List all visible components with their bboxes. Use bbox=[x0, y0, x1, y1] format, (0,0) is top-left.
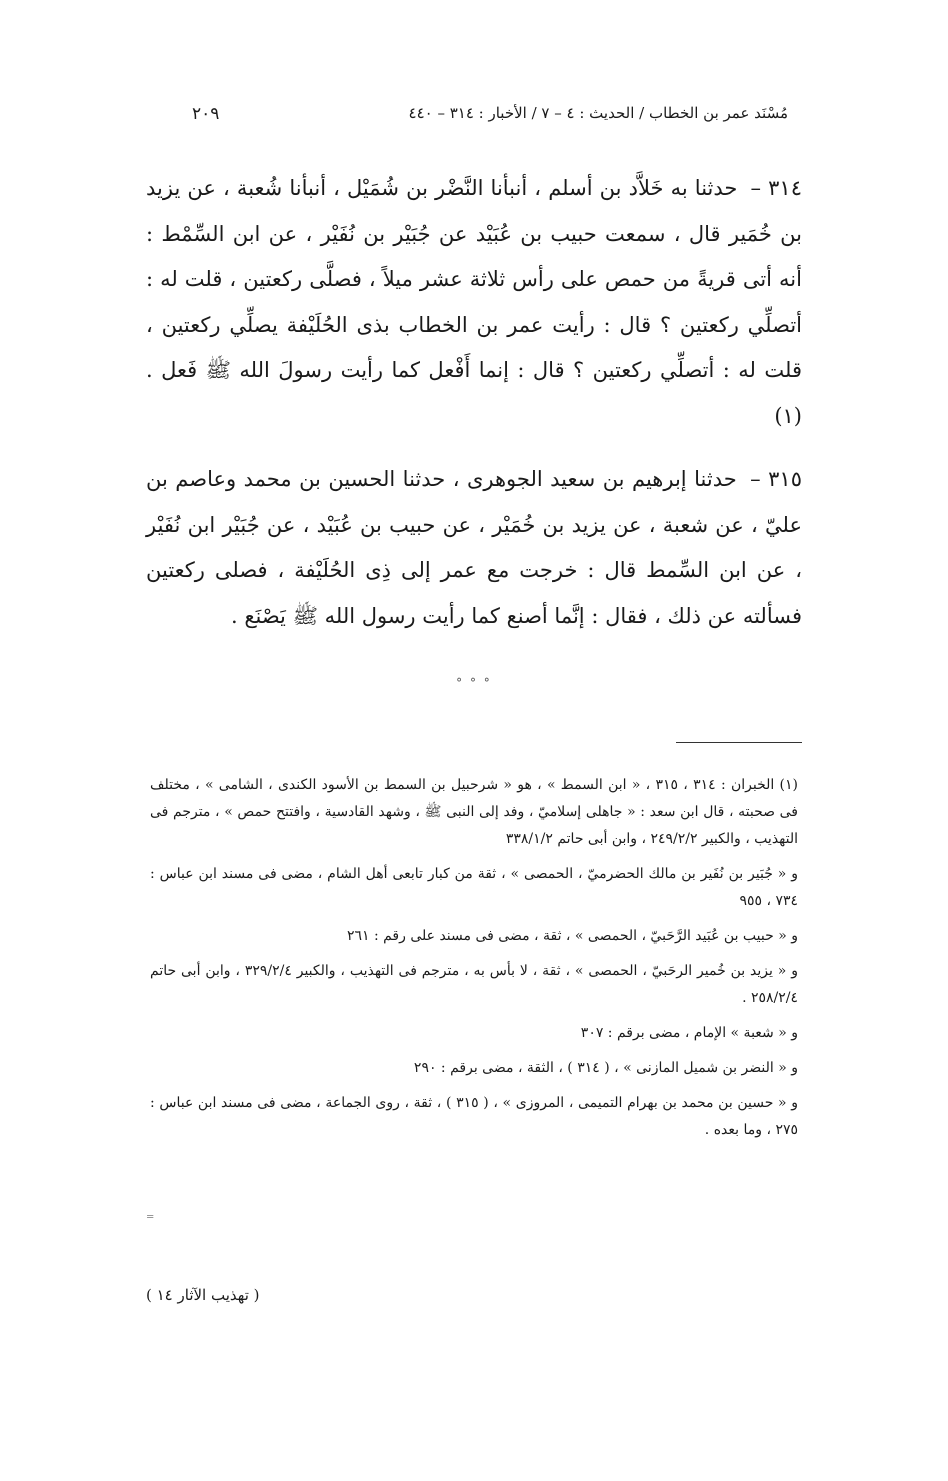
footnote: و « النضر بن شميل المازنى » ، ( ٣١٤ ) ، الثقة ، مضى برقم : ٢٩٠ bbox=[413, 1060, 798, 1076]
footnotes bbox=[150, 772, 798, 1152]
hadith-text: حدثنا إبرهيم بن سعيد الجوهرى ، حدثنا الحسين بن محمد وعاصم بن عليّ ، عن شعبة ، عن يزيد بن خُمَيْر ، عن حبيب بن عُبَيْد ، عن جُبَيْر ابن نُفَيْر ، عن ابن السِّمط قال : خرجت مع عمر إلى ذِى الحُلَيْفة ، فصلى ركعتين فسألته عن ذلك ، فقال : إنَّما أصنع كما رأيت رسول الله ﷺ يَصْنَع . bbox=[146, 467, 802, 628]
hadith-text: حدثنا به خَلاَّد بن أسلم ، أنبأنا النَّضْر بن شُمَيْل ، أنبأنا شُعبة ، عن يزيد بن خُمَير قال ، سمعت حبيب بن عُبَيْد عن جُبَيْر بن نُفَيْر ، عن ابن السِّمْط : أنه أتى قريةً من حمص على رأس ثلاثة عشر ميلاً ، فصلَّى ركعتين ، قلت له : أتصلِّي ركعتين ؟ قال : رأيت عمر بن الخطاب بذى الحُلَيْفة يصلِّي ركعتين ، قلت له : أتصلِّي ركعتين ؟ قال : إنما أَفْعل كما رأيت رسولَ الله ﷺ فَعل . (١) bbox=[146, 176, 802, 428]
footer-signature: ( تهذيب الآثار ١٤ ) bbox=[146, 1286, 260, 1304]
footnote: و « جُبَير بن نُفَير بن مالك الحضرميّ ، الحمصى » ، ثقة من كبار تابعى أهل الشام ، مضى فى مسند ابن عباس : ٧٣٤ ، ٩٥٥ bbox=[150, 866, 798, 909]
footnote: و « يزيد بن خُمير الرحَبيّ ، الحمصى » ، ثقة ، لا بأس به ، مترجم فى التهذيب ، والكبير ٣٢٩/٢/٤ ، وابن أبى حاتم ٢٥٨/٢/٤ . bbox=[150, 963, 798, 1006]
continuation-mark: = bbox=[146, 1212, 155, 1223]
section-ornament: ° ° ° bbox=[456, 676, 492, 690]
footnote: و « شعبة » الإمام ، مضى برقم : ٣٠٧ bbox=[580, 1025, 798, 1041]
footnote: و « حبيب بن عُبَيد الرَّحَبيّ ، الحمصى » ، ثقة ، مضى فى مسند على رقم : ٢٦١ bbox=[346, 928, 798, 944]
page-header bbox=[140, 104, 788, 134]
hadith-number: ٣١٥ – bbox=[750, 467, 802, 491]
footnote: و « حسين بن محمد بن بهرام التميمى ، المروزى » ، ( ٣١٥ ) ، ثقة ، روى الجماعة ، مضى فى مسند ابن عباس : ٢٧٥ ، وما بعده . bbox=[150, 1095, 799, 1138]
page-number: ٢٠٩ bbox=[192, 104, 220, 124]
footnote-divider bbox=[676, 742, 802, 743]
running-title: مُسْنَد عمر بن الخطاب / الحديث : ٤ – ٧ / الأخبار : ٣١٤ – ٤٤٠ bbox=[408, 104, 788, 122]
hadith-number: ٣١٤ – bbox=[750, 176, 802, 200]
hadith-315 bbox=[146, 457, 802, 639]
main-text bbox=[146, 166, 802, 657]
hadith-314 bbox=[146, 166, 802, 439]
footnote: (١) الخبران : ٣١٤ ، ٣١٥ ، « ابن السمط » ، هو « شرحبيل بن السمط بن الأسود الكندى ، الشامى » ، مختلف فى صحبته ، قال ابن سعد : « جاهلى إسلاميّ ، وفد إلى النبى ﷺ ، وشهد القادسية ، وافتتح حمص » ، مترجم فى التهذيب ، والكبير ٢٤٩/٢/٢ ، وابن أبى حاتم ٣٣٨/١/٢ bbox=[150, 777, 798, 847]
